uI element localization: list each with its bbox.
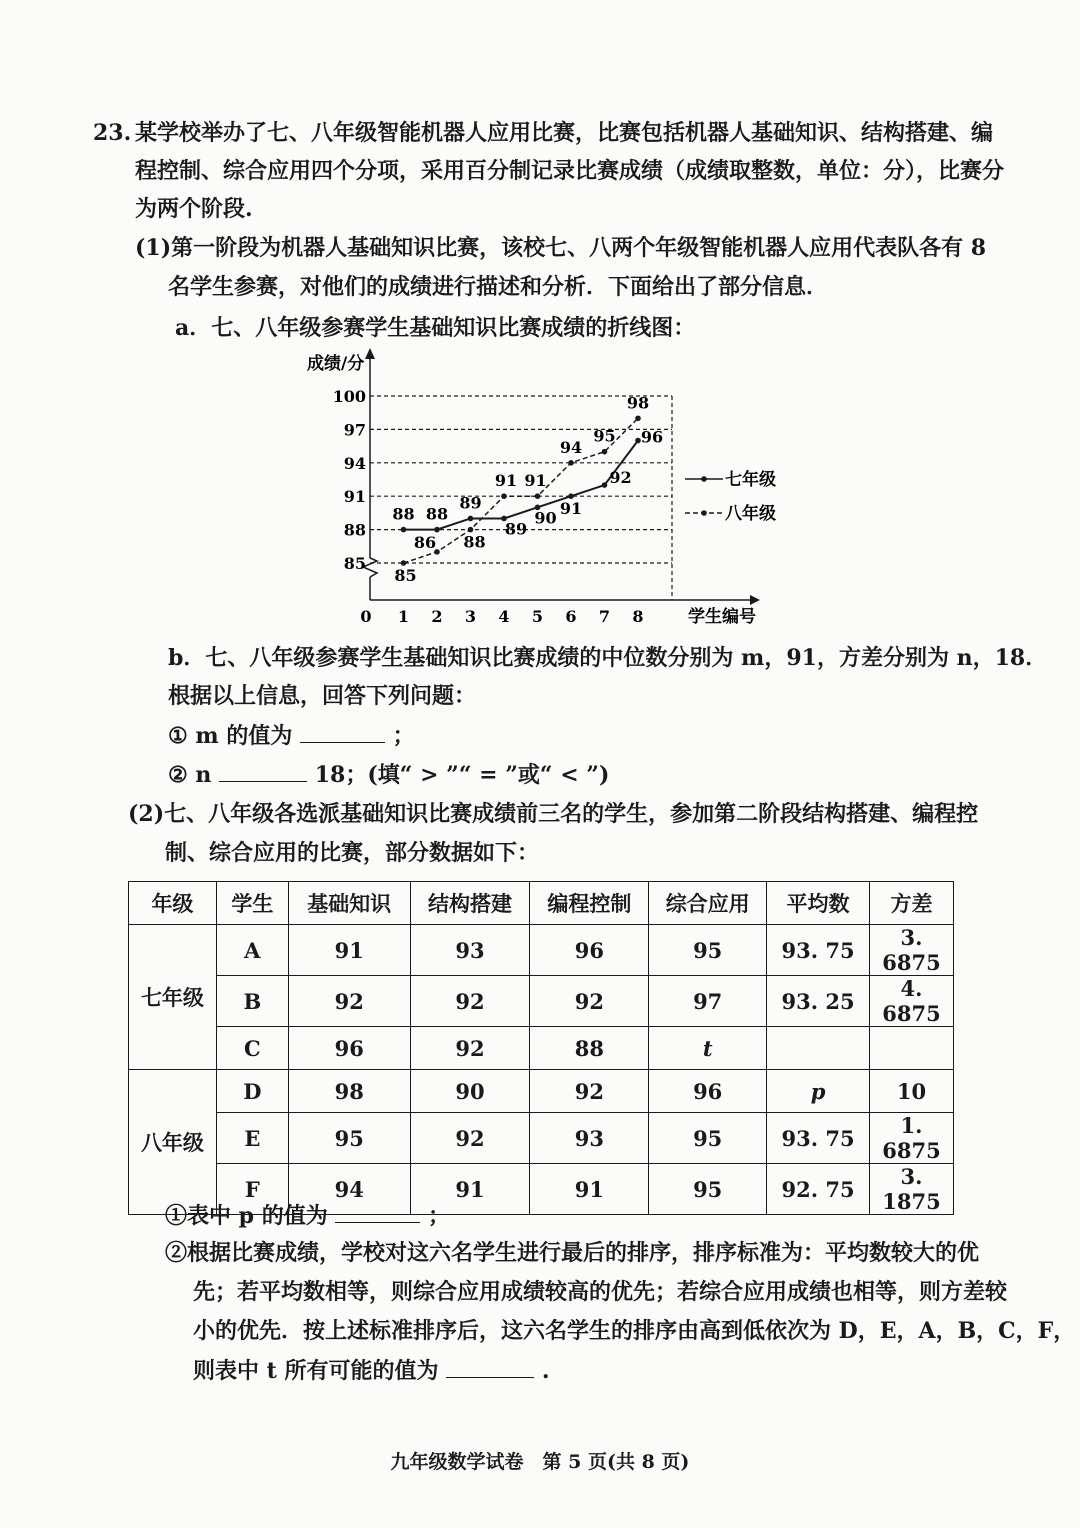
table-row [129, 976, 954, 1027]
table-header-row [129, 882, 954, 925]
table-row [129, 1027, 954, 1070]
header-cell: 结构搭建 [410, 882, 530, 925]
table-cell: 96 [288, 1027, 410, 1070]
header-cell: 综合应用 [649, 882, 767, 925]
table-row [129, 925, 954, 976]
data-point [401, 560, 407, 566]
table-cell: 95 [649, 1164, 767, 1215]
table-cell: D [216, 1070, 288, 1113]
data-label: 95 [593, 426, 616, 446]
data-label: 91 [559, 499, 583, 519]
table-cell: 95 [288, 1113, 410, 1164]
table-cell: 3. 1875 [869, 1164, 953, 1215]
table-cell [767, 1027, 870, 1070]
table-row [129, 1113, 954, 1164]
header-cell: 基础知识 [288, 882, 410, 925]
answer-blank-n[interactable] [219, 759, 307, 782]
table-cell: 92 [530, 976, 649, 1027]
x-tick-label: 0 [360, 607, 372, 626]
table-cell: 93. 25 [767, 976, 870, 1027]
table-cell: F [216, 1164, 288, 1215]
answer-blank-t[interactable] [446, 1355, 534, 1378]
info-b-line-2: 根据以上信息，回答下列问题： [168, 683, 477, 709]
x-tick-label: 2 [431, 607, 443, 626]
part2-line-1: (2)七、八年级各选派基础知识比赛成绩前三名的学生，参加第二阶段结构搭建、编程控 [128, 801, 979, 827]
y-tick-label: 97 [343, 420, 366, 440]
x-axis-label: 学生编号 [688, 607, 756, 627]
table-cell: A [216, 925, 288, 976]
table-cell: 91 [288, 925, 410, 976]
table-cell: 92 [288, 976, 410, 1027]
part2-q1-text: ①表中 p 的值为 [165, 1203, 328, 1229]
data-point [535, 493, 541, 499]
legend-marker [701, 476, 707, 482]
table-cell: 95 [649, 1113, 767, 1164]
y-tick-label: 94 [343, 453, 366, 473]
x-tick-label: 1 [397, 607, 410, 626]
data-point [635, 415, 641, 421]
data-point [602, 449, 608, 455]
table-cell: 92. 75 [767, 1164, 870, 1215]
table-cell: 93 [530, 1113, 649, 1164]
table-cell: 93. 75 [767, 925, 870, 976]
legend-label: 八年级 [725, 504, 776, 524]
table-cell: 88 [530, 1027, 649, 1070]
y-axis-label: 成绩/分 [307, 354, 365, 374]
legend-label: 七年级 [725, 470, 776, 490]
y-tick-label: 100 [332, 387, 366, 406]
table-cell: 10 [869, 1070, 953, 1113]
info-a: a．七、八年级参赛学生基础知识比赛成绩的折线图： [175, 315, 696, 341]
table-cell: B [216, 976, 288, 1027]
table-cell: 93 [410, 925, 530, 976]
header-cell: 方差 [869, 882, 953, 925]
data-point [401, 527, 407, 533]
grade-cell: 八年级 [129, 1070, 217, 1215]
part2-q2-line-4-suffix: . [541, 1358, 550, 1384]
part2-q2-line-4-text: 则表中 t 所有可能的值为 [193, 1358, 439, 1384]
table-cell: 93. 75 [767, 1113, 870, 1164]
table-cell: 92 [410, 1113, 530, 1164]
line-chart [295, 345, 795, 635]
intro-line-3: 为两个阶段. [135, 196, 253, 222]
header-cell: 编程控制 [530, 882, 649, 925]
data-label: 98 [626, 393, 650, 413]
data-point [468, 516, 474, 522]
part2-q1 [165, 1200, 450, 1231]
table-cell: 96 [649, 1070, 767, 1113]
part2-line-2: 制、综合应用的比赛，部分数据如下： [165, 840, 540, 866]
x-tick-label: 8 [632, 607, 644, 626]
table-cell: C [216, 1027, 288, 1070]
table-cell: 92 [410, 1027, 530, 1070]
data-label: 88 [392, 504, 415, 524]
data-label: 88 [425, 504, 449, 524]
table-row [129, 1070, 954, 1113]
question-number: 23. [93, 120, 132, 146]
table-cell: 1. 6875 [869, 1113, 953, 1164]
table-cell: 97 [649, 976, 767, 1027]
data-point [602, 482, 608, 488]
table-cell: 3. 6875 [869, 925, 953, 976]
table-cell: t [649, 1027, 767, 1070]
intro-line-2: 程控制、综合应用四个分项，采用百分制记录比赛成绩（成绩取整数，单位：分），比赛分 [135, 158, 1005, 184]
table-cell: 91 [410, 1164, 530, 1215]
legend-marker [701, 510, 707, 516]
data-label: 91 [494, 471, 518, 491]
x-tick-label: 4 [498, 607, 510, 626]
part1-q2-suffix: 18；(填“ > ”“ = ”或“ < ”) [314, 762, 610, 788]
table-cell: 91 [530, 1164, 649, 1215]
page-footer: 九年级数学试卷 第 5 页(共 8 页) [390, 1451, 690, 1473]
y-tick-label: 91 [343, 487, 366, 507]
table-cell: 92 [410, 976, 530, 1027]
part1-line-1: (1)第一阶段为机器人基础知识比赛，该校七、八两个年级智能机器人应用代表队各有 8 [135, 235, 987, 261]
x-tick-label: 5 [531, 607, 544, 626]
part1-q1-suffix: ； [392, 723, 415, 749]
data-label: 96 [640, 427, 664, 447]
part1-q2 [168, 759, 609, 790]
data-label: 90 [534, 508, 557, 528]
part2-q1-suffix: ； [428, 1203, 451, 1229]
scores-table [128, 881, 954, 1215]
table-cell: 92 [530, 1070, 649, 1113]
y-tick-label: 85 [343, 554, 366, 573]
table-cell: E [216, 1113, 288, 1164]
data-point [434, 527, 440, 533]
data-point [568, 460, 574, 466]
part1-line-2: 名学生参赛，对他们的成绩进行描述和分析．下面给出了部分信息． [168, 274, 829, 300]
intro-line-1: 某学校举办了七、八年级智能机器人应用比赛，比赛包括机器人基础知识、结构搭建、编 [135, 120, 994, 146]
data-point [468, 527, 474, 533]
part2-q2-line-1: ②根据比赛成绩，学校对这六名学生进行最后的排序，排序标准为：平均数较大的优 [165, 1240, 980, 1266]
table-cell: 98 [288, 1070, 410, 1113]
x-axis-arrow [750, 595, 760, 605]
data-point [501, 493, 507, 499]
table-cell: 4. 6875 [869, 976, 953, 1027]
x-tick-label: 6 [565, 607, 577, 626]
part2-q2-line-2: 先；若平均数相等，则综合应用成绩较高的优先；若综合应用成绩也相等，则方差较 [193, 1279, 1008, 1305]
y-axis-arrow [365, 348, 375, 359]
table-cell: 95 [649, 925, 767, 976]
data-label: 89 [504, 519, 528, 539]
data-label: 89 [459, 493, 482, 513]
data-label: 92 [609, 468, 632, 488]
part1-q1 [168, 720, 415, 751]
header-cell: 年级 [129, 882, 217, 925]
table-cell [869, 1027, 953, 1070]
table-cell: 90 [410, 1070, 530, 1113]
x-tick-label: 3 [464, 607, 477, 626]
data-label: 91 [524, 471, 547, 491]
table-cell: 96 [530, 925, 649, 976]
table-cell: 94 [288, 1164, 410, 1215]
part2-q2-line-3: 小的优先．按上述标准排序后，这六名学生的排序由高到低依次为 D，E，A，B，C，F， [193, 1318, 1076, 1344]
part1-q2-text: ② n [168, 762, 212, 788]
part1-q1-text: ① m 的值为 [168, 723, 293, 749]
data-label: 86 [413, 532, 437, 552]
part2-q2-line-4 [193, 1355, 550, 1386]
y-tick-label: 88 [343, 520, 366, 540]
grade-cell: 七年级 [129, 925, 217, 1070]
answer-blank-m[interactable] [300, 720, 385, 743]
header-cell: 学生 [216, 882, 288, 925]
header-cell: 平均数 [767, 882, 870, 925]
data-point [568, 493, 574, 499]
x-tick-label: 7 [598, 607, 611, 626]
data-label: 94 [559, 437, 583, 457]
answer-blank-p[interactable] [335, 1200, 420, 1223]
info-b-line-1: b．七、八年级参赛学生基础知识比赛成绩的中位数分别为 m，91，方差分别为 n，18． [168, 645, 1048, 671]
data-label: 88 [463, 532, 486, 552]
table-cell: p [767, 1070, 870, 1113]
data-label: 85 [394, 566, 417, 585]
